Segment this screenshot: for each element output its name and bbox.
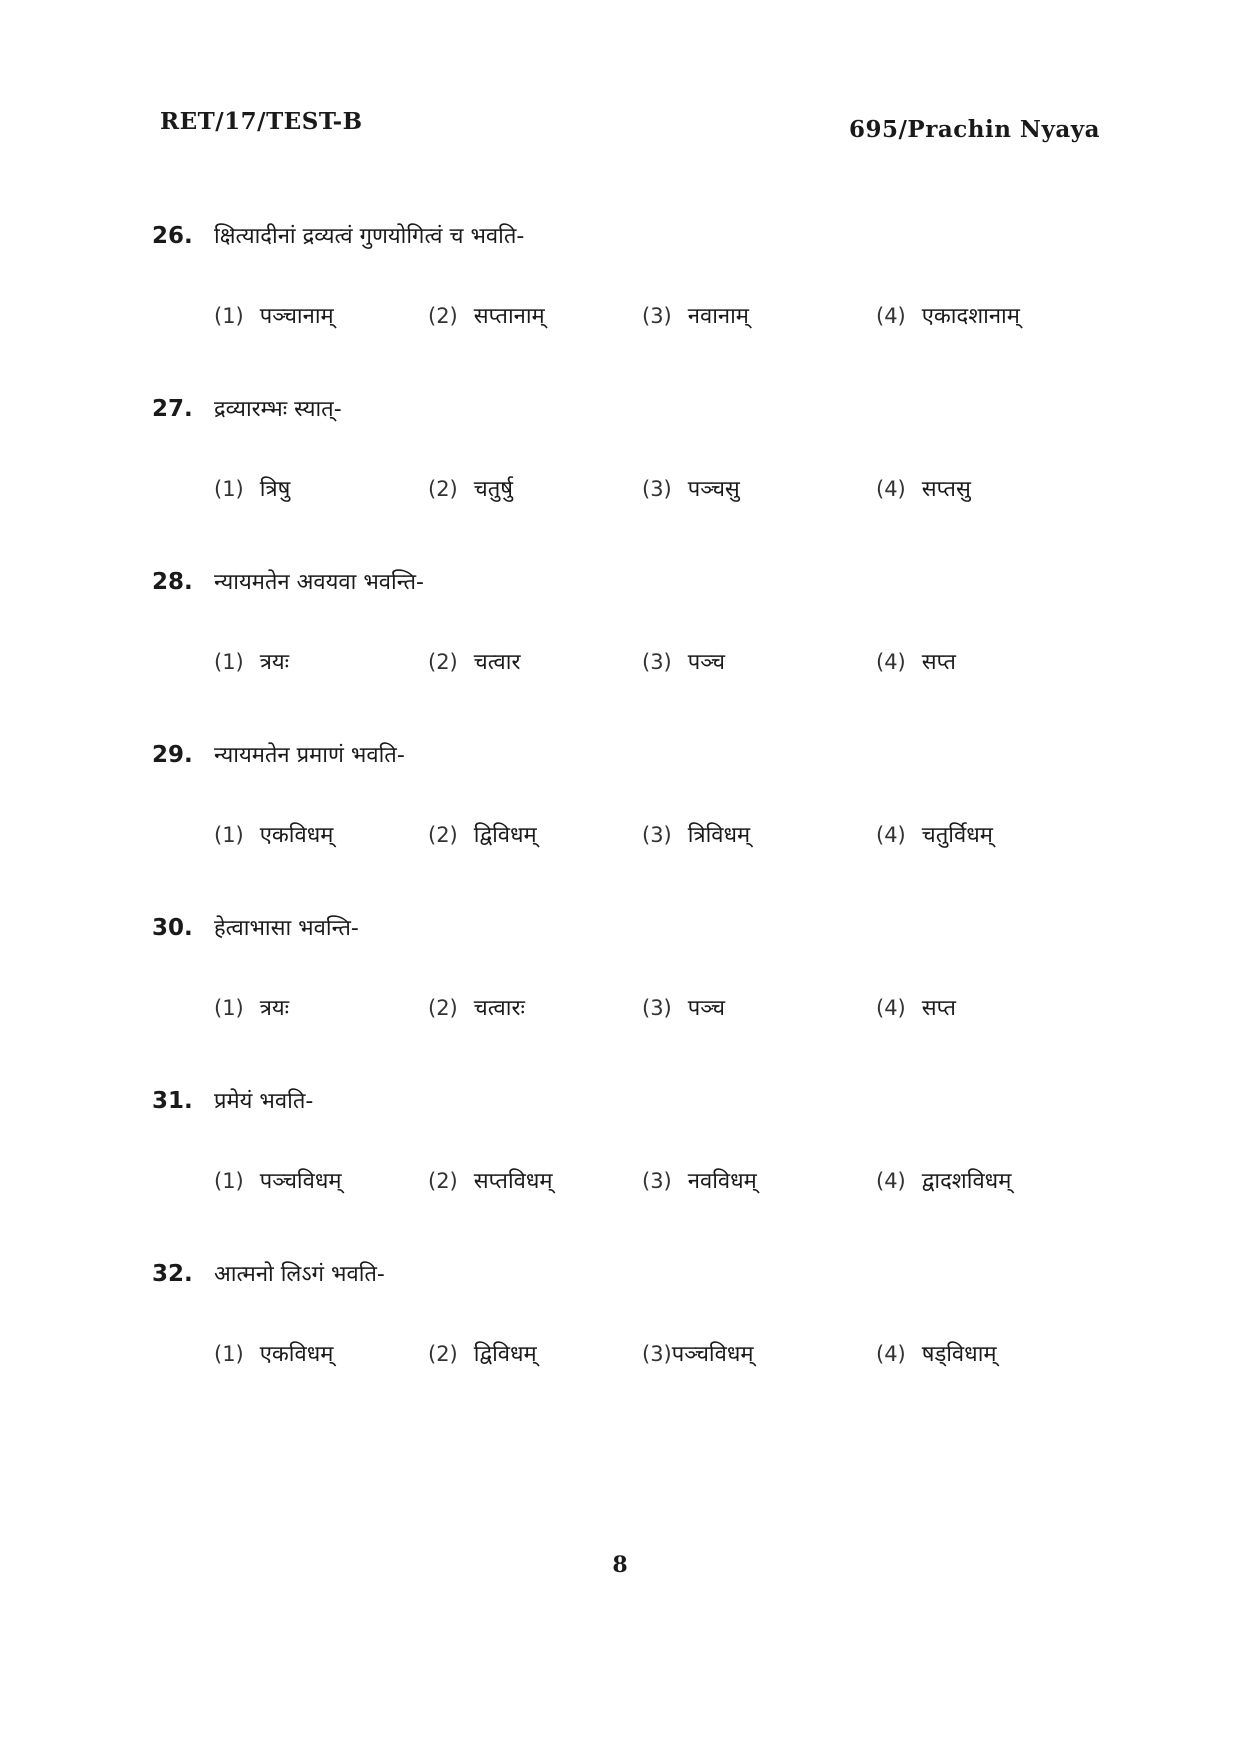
question-number: 31. (152, 1088, 193, 1114)
option-3 (642, 473, 740, 503)
option-3 (642, 1338, 754, 1368)
option-4 (876, 646, 956, 676)
option-2 (428, 1165, 553, 1195)
option-text: पञ्च (687, 650, 725, 675)
option-number: (4) (876, 1342, 906, 1366)
option-row (214, 1338, 1114, 1378)
option-text: चत्वारः (473, 996, 525, 1021)
option-2 (428, 300, 545, 330)
question-text: आत्मनो लिऽगं भवति- (214, 1262, 385, 1287)
question-text: द्रव्यारम्भः स्यात्- (214, 397, 342, 422)
option-number: (4) (876, 823, 906, 847)
option-number: (4) (876, 996, 906, 1020)
option-number: (1) (214, 304, 244, 328)
option-number: (2) (428, 477, 458, 501)
option-number: (4) (876, 304, 906, 328)
option-number: (4) (876, 650, 906, 674)
option-text: त्रिषु (259, 477, 291, 502)
question-list (152, 220, 1112, 1431)
page-number: 8 (612, 1552, 628, 1578)
option-number: (4) (876, 1169, 906, 1193)
option-2 (428, 1338, 537, 1368)
option-3 (642, 300, 749, 330)
question-number: 27. (152, 396, 193, 422)
option-1 (214, 819, 333, 849)
option-text: द्विविधम् (473, 1342, 537, 1367)
option-row (214, 819, 1114, 859)
option-4 (876, 1165, 1011, 1195)
header-exam-code: RET/17/TEST-B (160, 108, 363, 135)
option-row (214, 300, 1114, 340)
option-number: (1) (214, 1342, 244, 1366)
option-text: चत्वार (473, 650, 521, 675)
option-text: पञ्चविधम् (671, 1342, 754, 1367)
option-number: (2) (428, 304, 458, 328)
option-number: (2) (428, 996, 458, 1020)
option-text: सप्तसु (921, 477, 971, 502)
option-text: चतुर्विधम् (921, 823, 993, 848)
question-line (152, 1258, 1112, 1294)
question-number: 32. (152, 1261, 193, 1287)
option-3 (642, 819, 750, 849)
option-1 (214, 1338, 333, 1368)
question-text: प्रमेयं भवति- (214, 1089, 314, 1114)
option-number: (3) (642, 650, 672, 674)
option-text: सप्त (921, 650, 956, 675)
option-4 (876, 300, 1020, 330)
option-4 (876, 819, 993, 849)
option-number: (3) (642, 996, 672, 1020)
option-1 (214, 300, 334, 330)
option-text: पञ्चानाम् (259, 304, 334, 329)
option-row (214, 473, 1114, 513)
option-row (214, 646, 1114, 686)
option-number: (1) (214, 1169, 244, 1193)
option-number: (3) (642, 823, 672, 847)
option-number: (2) (428, 823, 458, 847)
option-1 (214, 992, 289, 1022)
option-number: (1) (214, 823, 244, 847)
option-text: चतुर्षु (473, 477, 513, 502)
option-3 (642, 992, 725, 1022)
option-4 (876, 992, 956, 1022)
question-line (152, 566, 1112, 602)
option-text: द्वादशविधम् (921, 1169, 1012, 1194)
option-text: एकविधम् (259, 823, 334, 848)
option-1 (214, 1165, 342, 1195)
option-row (214, 992, 1114, 1032)
question-block (152, 393, 1112, 566)
question-block (152, 220, 1112, 393)
header-subject: 695/Prachin Nyaya (849, 116, 1100, 143)
question-text: न्यायमतेन प्रमाणं भवति- (214, 743, 405, 768)
option-number: (3) (642, 304, 672, 328)
option-text: त्रयः (259, 650, 290, 675)
option-2 (428, 473, 513, 503)
option-number: (2) (428, 650, 458, 674)
question-block (152, 912, 1112, 1085)
option-2 (428, 646, 520, 676)
question-text: हेत्वाभासा भवन्ति- (214, 916, 359, 941)
option-number: (2) (428, 1169, 458, 1193)
option-row (214, 1165, 1114, 1205)
option-number: (2) (428, 1342, 458, 1366)
option-text: त्रयः (259, 996, 290, 1021)
option-text: सप्तानाम् (473, 304, 545, 329)
option-2 (428, 992, 525, 1022)
question-line (152, 1085, 1112, 1121)
option-text: पञ्चसु (687, 477, 740, 502)
question-text: न्यायमतेन अवयवा भवन्ति- (214, 570, 424, 595)
question-text: क्षित्यादीनां द्रव्यत्वं गुणयोगित्वं च भवति- (214, 224, 525, 249)
option-number: (3) (642, 477, 672, 501)
option-text: एकविधम् (259, 1342, 334, 1367)
option-2 (428, 819, 537, 849)
question-number: 30. (152, 915, 193, 941)
option-3 (642, 646, 725, 676)
question-block (152, 1258, 1112, 1431)
option-text: द्विविधम् (473, 823, 537, 848)
option-text: नवानाम् (687, 304, 749, 329)
option-text: पञ्चविधम् (259, 1169, 342, 1194)
option-text: नवविधम् (687, 1169, 757, 1194)
question-number: 28. (152, 569, 193, 595)
option-number: (4) (876, 477, 906, 501)
option-1 (214, 646, 289, 676)
question-block (152, 1085, 1112, 1258)
question-line (152, 739, 1112, 775)
option-text: षड्विधाम् (921, 1342, 997, 1367)
option-number: (1) (214, 477, 244, 501)
option-number: (1) (214, 996, 244, 1020)
option-text: पञ्च (687, 996, 725, 1021)
option-4 (876, 473, 971, 503)
question-block (152, 739, 1112, 912)
option-number: (1) (214, 650, 244, 674)
question-number: 29. (152, 742, 193, 768)
option-4 (876, 1338, 997, 1368)
option-3 (642, 1165, 757, 1195)
question-block (152, 566, 1112, 739)
option-number: (3) (642, 1169, 672, 1193)
option-text: त्रिविधम् (687, 823, 751, 848)
option-1 (214, 473, 290, 503)
question-line (152, 393, 1112, 429)
option-text: एकादशानाम् (921, 304, 1020, 329)
question-number: 26. (152, 223, 193, 249)
option-text: सप्त (921, 996, 956, 1021)
question-line (152, 912, 1112, 948)
option-number: (3) (642, 1342, 672, 1366)
option-text: सप्तविधम् (473, 1169, 553, 1194)
question-line (152, 220, 1112, 256)
